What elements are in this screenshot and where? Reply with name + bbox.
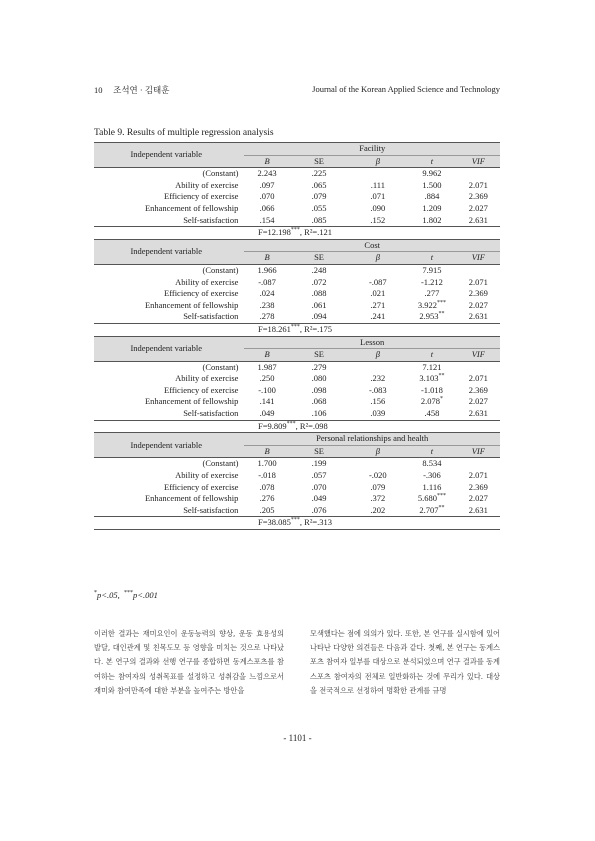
- t-significance: **: [438, 311, 445, 318]
- cell-beta: -.083: [368, 384, 387, 395]
- section-header-row: [94, 336, 500, 349]
- cell-vif: 2.071: [468, 470, 488, 481]
- cell-b: 1.700: [257, 458, 277, 469]
- model-fit-row: [94, 323, 500, 336]
- model-fit: F=12.198***, R²=.121: [94, 227, 500, 240]
- table-footnote: [94, 590, 158, 600]
- cell-t: [407, 191, 456, 203]
- cell-se: .248: [311, 264, 327, 275]
- cell-vif: 2.027: [468, 396, 488, 407]
- cell-t: [407, 458, 456, 470]
- column-header-beta: β: [348, 252, 407, 265]
- column-header-b: B: [244, 155, 289, 168]
- footnote-text-1: p<.05,: [97, 590, 120, 600]
- t-value: 7.121: [422, 361, 442, 372]
- cell-beta: .039: [370, 408, 386, 419]
- cell-beta: [348, 458, 407, 470]
- f-value: F=18.261: [258, 323, 291, 334]
- header-journal: Journal of the Korean Applied Science and Technology: [312, 84, 500, 94]
- cell-beta: .090: [370, 202, 386, 213]
- cell-beta: .079: [370, 481, 386, 492]
- cell-t: [407, 168, 456, 180]
- cell-beta: .021: [370, 288, 386, 299]
- cell-b: .250: [259, 373, 275, 384]
- t-value: 8.534: [422, 458, 442, 469]
- column-header-beta: β: [348, 349, 407, 362]
- cell-vif: [457, 361, 500, 373]
- cell-beta: .232: [370, 373, 386, 384]
- variable-name: Self-satisfaction: [183, 214, 239, 225]
- t-value: 3.922: [417, 299, 437, 310]
- table-caption: Table 9. Results of multiple regression analysis: [94, 128, 274, 138]
- cell-t: [407, 288, 456, 300]
- variable-name: Efficiency of exercise: [164, 288, 239, 299]
- variable-name: Ability of exercise: [175, 470, 239, 481]
- t-value: -1.018: [420, 384, 443, 395]
- cell-se: .070: [311, 481, 327, 492]
- cell-vif: 2.071: [468, 179, 488, 190]
- cell-se: .080: [311, 373, 327, 384]
- cell-beta: [348, 168, 407, 180]
- variable-name: (Constant): [202, 264, 239, 275]
- cell-se: .065: [311, 179, 327, 190]
- cell-b: -.100: [258, 384, 276, 395]
- model-fit: F=9.809***, R²=.098: [94, 420, 500, 433]
- table-row: [94, 203, 500, 215]
- cell-vif: 2.369: [468, 481, 488, 492]
- cell-vif: 2.369: [468, 191, 488, 202]
- f-value: F=9.809: [258, 420, 287, 431]
- cell-t: [407, 180, 456, 192]
- cell-b: -.018: [258, 470, 276, 481]
- section-title: Personal relationships and health: [244, 433, 500, 446]
- model-fit-row: [94, 517, 500, 530]
- cell-vif: 2.027: [468, 493, 488, 504]
- table-row: [94, 361, 500, 373]
- table-row: [94, 191, 500, 203]
- t-significance: ***: [437, 493, 446, 500]
- variable-name: Enhancement of fellowship: [144, 202, 239, 213]
- table-row: [94, 470, 500, 482]
- cell-vif: [457, 264, 500, 276]
- cell-se: .085: [311, 214, 327, 225]
- variable-name: Enhancement of fellowship: [144, 396, 239, 407]
- cell-beta: .071: [370, 191, 386, 202]
- model-fit: F=38.085***, R²=.313: [94, 517, 500, 530]
- cell-se: .076: [311, 504, 327, 515]
- cell-t: [407, 493, 456, 505]
- t-value: 3.103: [419, 373, 439, 384]
- footnote-mark-2: ***: [124, 590, 133, 597]
- cell-se: .225: [311, 168, 327, 179]
- cell-vif: 2.071: [468, 373, 488, 384]
- body-text-left-column: 이러한 결과는 재미요인이 운동능력의 향상, 운동 효용성의 발달, 대인관계 및 친목도모 등 영향을 미치는 것으로 나타났다. 본 연구의 결과와 선행 연구를 종합하면 동계스포츠를 참여하는 참여자의 성취목표를 설정하고 성취감을 느낌으로서 재미와 참여만족에 대한 부분을 높여주는 방안을: [94, 629, 284, 695]
- cell-b: .024: [259, 288, 275, 299]
- variable-name: Ability of exercise: [175, 179, 239, 190]
- t-value: 2.707: [419, 504, 439, 515]
- cell-t: [407, 277, 456, 289]
- cell-b: .238: [259, 299, 275, 310]
- column-header-se: SE: [290, 349, 349, 362]
- cell-beta: .372: [370, 493, 386, 504]
- f-value: F=12.198: [258, 227, 291, 238]
- cell-b: .141: [259, 396, 275, 407]
- column-header-t: t: [407, 445, 456, 458]
- independent-variable-header: Independent variable: [94, 239, 244, 264]
- cell-vif: 2.631: [468, 408, 488, 419]
- cell-se: .079: [311, 191, 327, 202]
- cell-t: [407, 396, 456, 408]
- r-squared: R²=.098: [299, 420, 328, 431]
- regression-table: [94, 142, 500, 530]
- cell-se: .055: [311, 202, 327, 213]
- table-row: [94, 168, 500, 180]
- cell-t: [407, 470, 456, 482]
- t-value: 2.953: [419, 311, 439, 322]
- t-value: 1.209: [422, 202, 442, 213]
- t-value: .277: [424, 288, 440, 299]
- cell-t: [407, 300, 456, 312]
- cell-b: 1.987: [257, 361, 277, 372]
- cell-b: .205: [259, 504, 275, 515]
- table-row: [94, 458, 500, 470]
- column-header-se: SE: [290, 155, 349, 168]
- cell-se: .057: [311, 470, 327, 481]
- cell-se: .094: [311, 311, 327, 322]
- table-row: [94, 288, 500, 300]
- variable-name: Ability of exercise: [175, 276, 239, 287]
- model-fit-row: [94, 420, 500, 433]
- cell-se: .068: [311, 396, 327, 407]
- cell-beta: [348, 264, 407, 276]
- header-authors: 조석연 · 김태훈: [113, 85, 170, 95]
- variable-name: (Constant): [202, 458, 239, 469]
- f-value: F=38.085: [258, 517, 291, 528]
- table-row: [94, 396, 500, 408]
- f-significance: ***: [290, 227, 300, 234]
- variable-name: Efficiency of exercise: [164, 481, 239, 492]
- cell-vif: [457, 168, 500, 180]
- variable-name: Ability of exercise: [175, 373, 239, 384]
- t-value: .458: [424, 408, 440, 419]
- cell-b: .049: [259, 408, 275, 419]
- table-row: [94, 482, 500, 494]
- r-squared: R²=.175: [304, 323, 333, 334]
- cell-b: .278: [259, 311, 275, 322]
- variable-name: Enhancement of fellowship: [144, 299, 239, 310]
- cell-beta: .271: [370, 299, 386, 310]
- table-row: [94, 264, 500, 276]
- column-header-beta: β: [348, 155, 407, 168]
- model-fit: F=18.261***, R²=.175: [94, 323, 500, 336]
- section-header-row: [94, 433, 500, 446]
- cell-t: [407, 385, 456, 397]
- cell-vif: [457, 458, 500, 470]
- t-value: 1.500: [422, 179, 442, 190]
- table-row: [94, 311, 500, 323]
- cell-vif: 2.369: [468, 288, 488, 299]
- column-header-vif: VIF: [457, 252, 500, 265]
- cell-vif: 2.631: [468, 214, 488, 225]
- cell-b: .097: [259, 179, 275, 190]
- cell-t: [407, 373, 456, 385]
- column-header-t: t: [407, 252, 456, 265]
- cell-beta: .156: [370, 396, 386, 407]
- table-row: [94, 373, 500, 385]
- cell-t: [407, 361, 456, 373]
- variable-name: (Constant): [202, 361, 239, 372]
- table-row: [94, 300, 500, 312]
- variable-name: Self-satisfaction: [183, 408, 239, 419]
- r-squared: R²=.313: [304, 517, 333, 528]
- cell-se: .098: [311, 384, 327, 395]
- t-value: 5.680: [417, 493, 437, 504]
- section-header-row: [94, 143, 500, 156]
- cell-b: .070: [259, 191, 275, 202]
- table-row: [94, 180, 500, 192]
- variable-name: Efficiency of exercise: [164, 191, 239, 202]
- cell-vif: 2.369: [468, 384, 488, 395]
- variable-name: Efficiency of exercise: [164, 384, 239, 395]
- independent-variable-header: Independent variable: [94, 433, 244, 458]
- f-significance: ***: [290, 324, 300, 331]
- f-significance: ***: [286, 420, 296, 427]
- cell-t: [407, 482, 456, 494]
- footnote-text-2: p<.001: [133, 590, 158, 600]
- variable-name: Self-satisfaction: [183, 504, 239, 515]
- table-row: [94, 277, 500, 289]
- cell-se: .049: [311, 493, 327, 504]
- t-value: 9.962: [422, 168, 442, 179]
- cell-t: [407, 215, 456, 227]
- section-header-row: [94, 239, 500, 252]
- page-footer-number: - 1101 -: [283, 733, 312, 743]
- cell-beta: [348, 361, 407, 373]
- cell-t: [407, 264, 456, 276]
- cell-t: [407, 311, 456, 323]
- independent-variable-header: Independent variable: [94, 336, 244, 361]
- variable-name: Self-satisfaction: [183, 311, 239, 322]
- f-significance: ***: [290, 517, 300, 524]
- cell-se: .199: [311, 458, 327, 469]
- cell-beta: .152: [370, 214, 386, 225]
- t-value: 1.116: [422, 481, 442, 492]
- cell-beta: .241: [370, 311, 386, 322]
- cell-b: .078: [259, 481, 275, 492]
- cell-t: [407, 505, 456, 517]
- table-row: [94, 385, 500, 397]
- cell-se: .072: [311, 276, 327, 287]
- column-header-beta: β: [348, 445, 407, 458]
- table-row: [94, 493, 500, 505]
- header-page-number: 10: [94, 85, 103, 95]
- cell-b: 2.243: [257, 168, 277, 179]
- column-header-se: SE: [290, 445, 349, 458]
- cell-se: .279: [311, 361, 327, 372]
- column-header-vif: VIF: [457, 349, 500, 362]
- t-value: 7.915: [422, 264, 442, 275]
- t-value: 2.078: [420, 396, 440, 407]
- t-value: -1.212: [420, 276, 443, 287]
- column-header-t: t: [407, 155, 456, 168]
- t-value: .884: [424, 191, 440, 202]
- column-header-vif: VIF: [457, 445, 500, 458]
- column-header-b: B: [244, 349, 289, 362]
- t-value: 1.802: [422, 214, 442, 225]
- cell-b: .066: [259, 202, 275, 213]
- variable-name: (Constant): [202, 168, 239, 179]
- cell-se: .061: [311, 299, 327, 310]
- cell-b: 1.966: [257, 264, 277, 275]
- column-header-se: SE: [290, 252, 349, 265]
- t-significance: **: [438, 373, 445, 380]
- cell-beta: -.020: [368, 470, 387, 481]
- cell-beta: .111: [370, 179, 385, 190]
- regression-table-body: [94, 143, 500, 530]
- column-header-vif: VIF: [457, 155, 500, 168]
- t-significance: **: [438, 504, 445, 511]
- footnote-mark-1: *: [94, 590, 97, 597]
- cell-beta: -.087: [368, 276, 387, 287]
- t-value: -.306: [423, 470, 441, 481]
- column-header-b: B: [244, 445, 289, 458]
- cell-se: .106: [311, 408, 327, 419]
- table-row: [94, 505, 500, 517]
- cell-vif: 2.027: [468, 202, 488, 213]
- section-title: Lesson: [244, 336, 500, 349]
- section-title: Cost: [244, 239, 500, 252]
- table-row: [94, 215, 500, 227]
- header-left: [94, 84, 169, 96]
- cell-beta: .202: [370, 504, 386, 515]
- model-fit-row: [94, 227, 500, 240]
- cell-vif: 2.027: [468, 299, 488, 310]
- cell-vif: 2.071: [468, 276, 488, 287]
- independent-variable-header: Independent variable: [94, 143, 244, 168]
- cell-t: [407, 203, 456, 215]
- r-squared: R²=.121: [304, 227, 333, 238]
- section-title: Facility: [244, 143, 500, 156]
- body-text-right-column: 모색했다는 점에 의의가 있다. 또한, 본 연구를 실시함에 있어 나타난 다양한 의견들은 다음과 같다. 첫째, 본 연구는 동계스포츠 참여자 일부를 대상으로 분석되었으며 연구 결과를 동계스포츠 참여자의 전체로 일반화하는 것에 무리가 있다. 대상을 전국적으로 선정하여 명확한 관계를 규명: [310, 629, 500, 695]
- cell-b: .154: [259, 214, 275, 225]
- cell-b: .276: [259, 493, 275, 504]
- cell-se: .088: [311, 288, 327, 299]
- column-header-b: B: [244, 252, 289, 265]
- t-significance: *: [440, 396, 443, 403]
- t-significance: ***: [437, 299, 446, 306]
- cell-b: -.087: [258, 276, 276, 287]
- column-header-t: t: [407, 349, 456, 362]
- cell-t: [407, 408, 456, 420]
- table-row: [94, 408, 500, 420]
- cell-vif: 2.631: [468, 504, 488, 515]
- variable-name: Enhancement of fellowship: [144, 493, 239, 504]
- cell-vif: 2.631: [468, 311, 488, 322]
